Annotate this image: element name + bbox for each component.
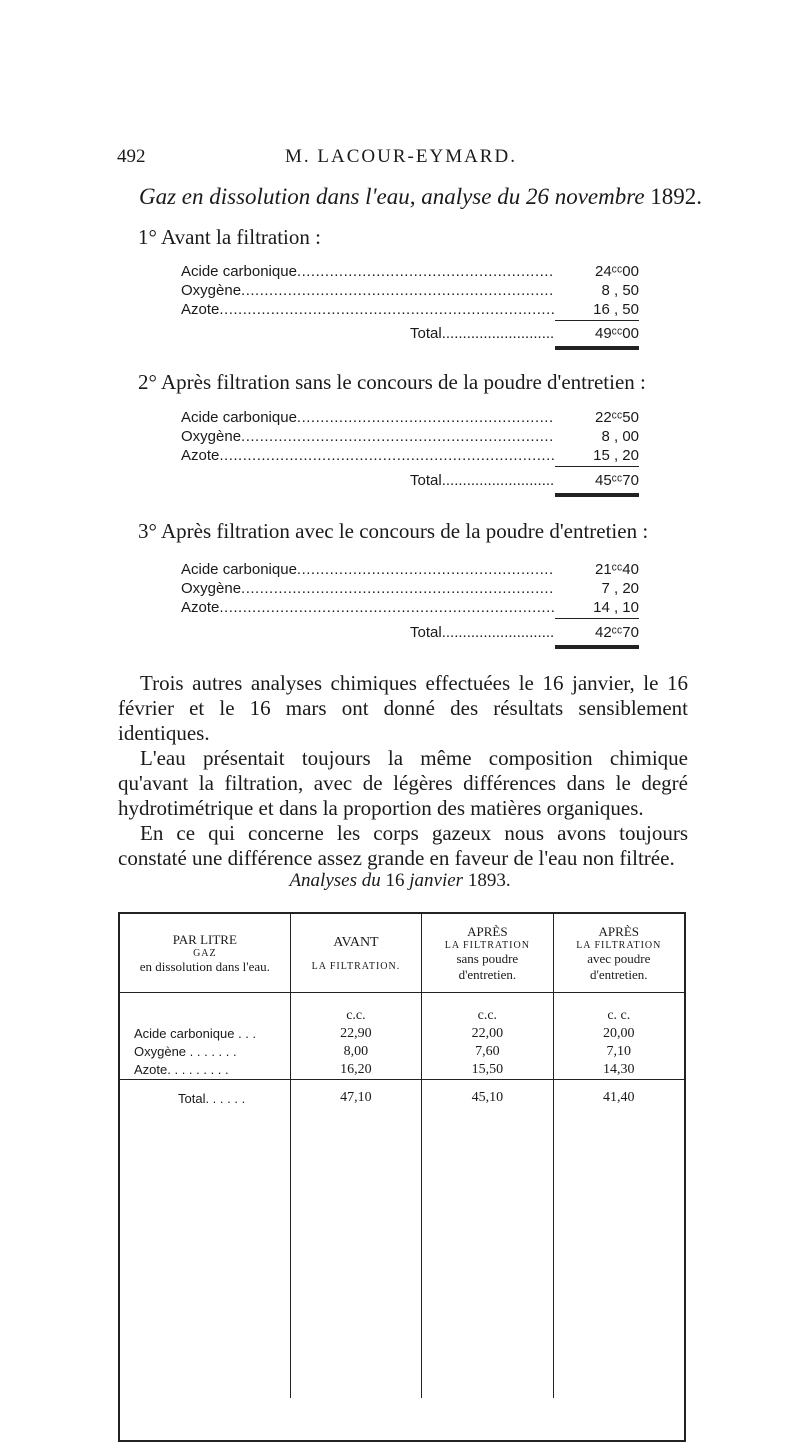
row-label: Azote bbox=[181, 447, 220, 464]
dot-leader bbox=[297, 560, 555, 579]
table-total-row bbox=[120, 1080, 684, 1117]
caption-year: 1893. bbox=[467, 870, 511, 891]
cell-value: 7,60 bbox=[475, 1044, 500, 1059]
header-line: d'entretien. bbox=[458, 966, 517, 982]
double-rule bbox=[555, 346, 639, 350]
cell-value: 15,50 bbox=[471, 1062, 504, 1077]
cell-value: 16,20 bbox=[340, 1062, 372, 1077]
total-value: 41,40 bbox=[553, 1080, 684, 1117]
section-3-heading: 3° Après filtration avec le concours de la poudre d'entretien : bbox=[138, 519, 649, 543]
header-cell-apres-avec bbox=[553, 914, 684, 993]
total-label: Total bbox=[410, 325, 442, 342]
label-column bbox=[120, 993, 290, 1080]
section-2-rows bbox=[181, 408, 639, 465]
analysis-row bbox=[181, 427, 639, 446]
table-caption bbox=[0, 870, 800, 892]
table-grid bbox=[120, 914, 684, 1398]
analysis-row bbox=[181, 598, 639, 617]
sum-rule bbox=[555, 466, 639, 467]
sum-rule bbox=[555, 618, 639, 619]
analysis-row bbox=[181, 446, 639, 465]
header-line: en dissolution dans l'eau. bbox=[139, 958, 270, 974]
header-line: PAR LITRE bbox=[172, 931, 237, 947]
unit-label: c.c. bbox=[346, 1008, 366, 1023]
total-label: Total bbox=[410, 472, 442, 489]
cell-value: 7,10 bbox=[606, 1044, 632, 1059]
row-value: 22ᶜᶜ50 bbox=[595, 409, 639, 426]
table-empty-area bbox=[120, 1116, 684, 1398]
header-cell-apres-sans bbox=[422, 914, 553, 993]
page-number: 492 bbox=[117, 146, 146, 167]
double-rule bbox=[555, 493, 639, 497]
caption-text-a: Analyses du bbox=[289, 870, 381, 891]
row-value: 7 , 20 bbox=[601, 580, 639, 597]
header-cell-avant bbox=[290, 914, 421, 993]
section-3-total bbox=[410, 623, 639, 642]
row-value: 14 , 10 bbox=[593, 599, 639, 616]
row-label: Oxygène bbox=[181, 282, 242, 299]
row-label: Acide carbonique . . . bbox=[134, 1026, 257, 1041]
header-line: LA FILTRATION bbox=[444, 939, 530, 951]
dot-leader bbox=[241, 427, 555, 446]
cell-value: 20,00 bbox=[603, 1026, 635, 1041]
double-rule bbox=[555, 645, 639, 649]
header-line: LA FILTRATION. bbox=[311, 960, 401, 972]
table-body-row bbox=[120, 993, 684, 1080]
apres-sans-column bbox=[422, 993, 553, 1080]
row-value: 16 , 50 bbox=[593, 301, 639, 318]
total-value: 49ᶜᶜ00 bbox=[595, 325, 639, 342]
row-label: Oxygène bbox=[181, 428, 242, 445]
row-label: Azote bbox=[181, 599, 220, 616]
row-label: Oxygène . . . . . . . bbox=[134, 1044, 237, 1059]
analysis-row bbox=[181, 408, 639, 427]
header-line: APRÈS bbox=[467, 923, 508, 939]
header-line: sans poudre bbox=[456, 950, 519, 966]
unit-label: c.c. bbox=[477, 1008, 498, 1023]
dot-leader bbox=[442, 623, 555, 642]
cell-value: 14,30 bbox=[603, 1062, 635, 1077]
row-label: Oxygène bbox=[181, 580, 242, 597]
analysis-row bbox=[181, 300, 639, 319]
header-cell-gaz bbox=[120, 914, 290, 993]
dot-leader bbox=[219, 446, 555, 465]
section-2-total bbox=[410, 471, 639, 490]
total-label: Total. . . . . . bbox=[120, 1080, 290, 1117]
avant-column bbox=[290, 993, 421, 1080]
header-line: APRÈS bbox=[598, 923, 640, 939]
dot-leader bbox=[219, 300, 555, 319]
cell-value: 22,00 bbox=[471, 1026, 504, 1041]
cell-value: 22,90 bbox=[340, 1026, 372, 1041]
title-year: 1892. bbox=[650, 184, 703, 209]
caption-text-b: janvier bbox=[409, 870, 464, 891]
total-value: 47,10 bbox=[290, 1080, 421, 1117]
cell-value: 8,00 bbox=[343, 1044, 369, 1059]
dot-leader bbox=[241, 579, 555, 598]
row-label: Azote bbox=[181, 301, 220, 318]
sum-rule bbox=[555, 320, 639, 321]
empty-cell bbox=[290, 1116, 421, 1398]
body-text bbox=[118, 671, 688, 871]
paragraph: En ce qui concerne les corps gazeux nous avons toujours constaté une différence assez grande en faveur de l'eau non filtrée. bbox=[118, 821, 688, 870]
unit-label: c. c. bbox=[607, 1008, 631, 1023]
dot-leader bbox=[241, 281, 555, 300]
total-label: Total bbox=[410, 624, 442, 641]
section-1-rows bbox=[181, 262, 639, 319]
section-3-rows bbox=[181, 560, 639, 617]
row-label: Azote. . . . . . . . . bbox=[134, 1062, 229, 1077]
analysis-table bbox=[118, 912, 686, 1442]
row-value: 8 , 00 bbox=[601, 428, 639, 445]
page-header bbox=[117, 146, 685, 172]
dot-leader bbox=[297, 262, 555, 281]
row-label: Acide carbonique bbox=[181, 561, 297, 578]
analysis-row bbox=[181, 262, 639, 281]
row-value: 8 , 50 bbox=[601, 282, 639, 299]
header-line: d'entretien. bbox=[589, 966, 648, 982]
empty-cell bbox=[120, 1116, 290, 1398]
row-value: 21ᶜᶜ40 bbox=[595, 561, 639, 578]
total-value: 45,10 bbox=[422, 1080, 553, 1117]
header-line: LA FILTRATION bbox=[576, 939, 662, 951]
paragraph: L'eau présentait toujours la même composition chimique qu'avant la filtration, avec de légères différences dans le degré hydrotimétrique et dans la proportion des matières organiques. bbox=[118, 746, 688, 820]
dot-leader bbox=[219, 598, 555, 617]
section-1-heading: 1° Avant la filtration : bbox=[138, 225, 321, 249]
analysis-row bbox=[181, 281, 639, 300]
analysis-row bbox=[181, 560, 639, 579]
section-title bbox=[139, 184, 702, 210]
dot-leader bbox=[442, 471, 555, 490]
row-label: Acide carbonique bbox=[181, 263, 297, 280]
total-value: 42ᶜᶜ70 bbox=[595, 624, 639, 641]
empty-cell bbox=[422, 1116, 553, 1398]
section-1-total bbox=[410, 324, 639, 343]
row-label: Acide carbonique bbox=[181, 409, 297, 426]
title-text: Gaz en dissolution dans l'eau, analyse du 26 novembre bbox=[139, 184, 645, 209]
apres-avec-column bbox=[553, 993, 684, 1080]
analysis-row bbox=[181, 579, 639, 598]
row-value: 24ᶜᶜ00 bbox=[595, 263, 639, 280]
total-value: 45ᶜᶜ70 bbox=[595, 472, 639, 489]
table-header-row bbox=[120, 914, 684, 993]
header-line: avec poudre bbox=[587, 950, 651, 966]
section-2-heading: 2° Après filtration sans le concours de la poudre d'entretien : bbox=[138, 370, 646, 394]
dot-leader bbox=[297, 408, 555, 427]
dot-leader bbox=[442, 324, 555, 343]
paragraph: Trois autres analyses chimiques effectuées le 16 janvier, le 16 février et le 16 mars ont donné des résultats sensiblement identiques. bbox=[118, 671, 688, 745]
header-line: AVANT bbox=[333, 934, 379, 950]
empty-cell bbox=[553, 1116, 684, 1398]
header-line: GAZ bbox=[193, 947, 217, 959]
row-value: 15 , 20 bbox=[593, 447, 639, 464]
running-head: M. LACOUR-EYMARD. bbox=[285, 146, 517, 167]
spacer-line bbox=[120, 1007, 290, 1025]
caption-day: 16 bbox=[385, 870, 405, 891]
